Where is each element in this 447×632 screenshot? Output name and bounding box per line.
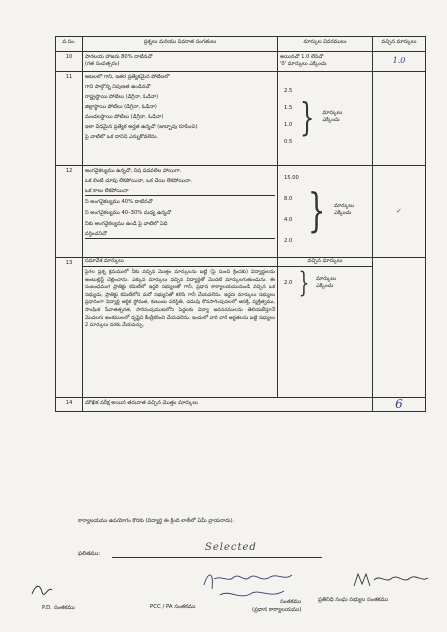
row-12-mark-1: 15.00 xyxy=(284,175,299,181)
footer-head-office: (ప్రధాన కార్యాలయము) xyxy=(252,607,302,613)
row-11-mark-2: 1.5 xyxy=(284,104,293,111)
row-12-num: 12 xyxy=(56,166,83,258)
footer-pd: P.D. సంతకము xyxy=(42,605,75,611)
row-14-num: 14 xyxy=(56,398,83,412)
row-13-question xyxy=(83,258,278,398)
row-12-obtained: ✓ xyxy=(373,166,426,258)
row-12-question: అంగవైకల్యము ఉన్నచో, నిష పదవలెల హాయిగా. ఒక లింటి చూపు లేకపోయినా, ఒక చేయి లేకపోయినా. ఒక కాలు లేకపోయినా నీ అంగవైకల్యము 40% దాటినచో నీ అంగవైకల్యము 40–30% మధ్య ఉన్నచో నీకు అంగవైకల్యము ఉండి పై వాటిలో ఏది వర్తించనిచో xyxy=(83,166,278,258)
footer-community: ప్రతినిధి సంఘ సభ్యుల సంతకము xyxy=(318,597,389,603)
row-10-obtained: 1.0 xyxy=(373,52,426,72)
row-13-marks: వచ్చిన మార్కులు 2.0 } మార్కులు ఎక్కించు xyxy=(278,258,373,398)
result-label: ఫలితము: xyxy=(78,551,101,557)
header-num: వ.సం. xyxy=(56,37,83,52)
table-header-row xyxy=(56,37,426,52)
row-12-mark-3: 4.0 xyxy=(284,216,293,223)
header-marks: మార్కుల వివరములు xyxy=(278,37,373,52)
row-11 xyxy=(56,72,426,166)
footer-pcc: PCC / PA సంతకము xyxy=(150,604,196,610)
result-value: Selected xyxy=(205,542,257,553)
row-12-marks: 15.00 8.0 4.0 2.0 } మార్కులు ఎక్కించు xyxy=(278,166,373,258)
row-10 xyxy=(56,52,426,72)
brace-icon: } xyxy=(307,183,326,237)
header-questions: ప్రశ్నలు మరియు వివరాత సంగతులు xyxy=(83,37,278,52)
row-13-obtained xyxy=(373,258,426,398)
row-10-marks: అయినచో 1.0 లేనిచో '0' మార్కులు ఎక్కించు xyxy=(278,52,373,72)
row-13-marks-header: వచ్చిన మార్కులు xyxy=(278,258,372,267)
row-14-question: మౌఖిక పరీక్ష అయిన తరువాత వచ్చిన మొత్తం మార్కులు xyxy=(83,398,373,412)
row-10-question: పారలయ హాజరు 80% దాటినచో (గత సంవత్సరం) xyxy=(83,52,278,72)
row-12-mark-4: 2.0 xyxy=(284,237,293,244)
header-obtained: వచ్చిన మార్కులు xyxy=(373,37,426,52)
row-11-mark-1: 2.5 xyxy=(284,88,293,94)
row-12-mark-2: 8.0 xyxy=(284,195,293,202)
office-use-note: కార్యాలయము ఉపయోగం కొరకు (విద్యార్థి ఈ క్రింది లాలీలో ఏమీ వ్రాయరాదు). xyxy=(78,518,235,524)
pd-signature-icon xyxy=(30,580,54,598)
row-11-obtained xyxy=(373,72,426,166)
row-11-marks: 2.5 1.5 1.0 0.5 } మార్కులు ఎక్కించు xyxy=(278,72,373,166)
row-13-mark: 2.0 xyxy=(284,279,293,286)
row-14-obtained: 6 xyxy=(373,398,426,412)
row-13 xyxy=(56,258,426,398)
marks-table xyxy=(55,36,426,412)
row-11-mark-3: 1.0 xyxy=(284,121,293,128)
row-13-num: 13 xyxy=(56,258,83,398)
row-10-num: 10 xyxy=(56,52,83,72)
footer-sign-mid: సంతకము xyxy=(280,599,302,605)
result-underline xyxy=(112,557,322,558)
row-12 xyxy=(56,166,426,258)
row-13-title: సమావేశ మార్కులు xyxy=(83,258,277,267)
row-13-text: పైగల ప్రశ్న క్రమములో నీకు వచ్చిన మొత్తం మార్కులను బట్టి (పై సుంచి క్రిందకు) విద్యార్థులను అంటుల్లిస్ట్ చెల్లించాను. ఎక్కువ మార్కులు వచ్చిన విద్యార్థితో మొదటి మార్కులగుతుండును. ఈ సంబంధముగ ప్రాజెక్టు కమిటీలో ఇద్దరి సభ్యులతో గానీ, ప్రధాన కార్యాలయమునుండి వచ్చిన ఒక సభ్యుడు, ప్రాజెక్టు కమిటీలోని మరో సభ్యునితో కలిసి గానీ చేయవలెను. ఇద్దరు మార్కులు సభ్యులు ప్రధానంగా విద్యార్థి ఆర్థిక స్థోమత, కుటుంబ పరిస్థితి, చదువు కొనసాగింపుదలలో ఆసక్తి, వ్యక్తిత్వము, సాంఘిక సేవాతత్పరత, సారినంపుముటలోని పెద్దలకు విద్యా అవసరములను తెలియజేస్తూనే మొదలగు అంశములలో దృష్టిని కేంద్రీకరించి చేయవలెను. ఇందులో వారి వారి ఆర్జతలను బట్టి సభ్యులు 2 మార్కులు వరకు వేయవచ్చు. xyxy=(85,269,275,329)
community-signature-icon xyxy=(350,568,430,592)
row-11-num: 11 xyxy=(56,72,83,166)
brace-icon: } xyxy=(298,266,310,300)
row-14 xyxy=(56,398,426,412)
row-11-mark-4: 0.5 xyxy=(284,138,293,145)
row-11-question: అటలలో గాని, ఇతర ప్రత్యేకమైన పోటిలలో గాని పాల్గొన్న నిపుణత ఉండినచో రాష్ట్రస్థాయి పోటీలు (డిగ్రీనా, ఓడినా) జిల్లాస్థాయి పోటీలు (డిగ్రీనా, ఓడినా) మండలస్థాయి పోటీలు (డిగ్రీనా, ఓడినా) ఇలా విధమైన ప్రత్యేక అర్హత ఉన్నచో (జుబ్బాపు రూపించి) పై వాటిలో ఒక దానిని ఎన్నుకోవలెను. xyxy=(83,72,278,166)
brace-icon: } xyxy=(300,95,315,139)
